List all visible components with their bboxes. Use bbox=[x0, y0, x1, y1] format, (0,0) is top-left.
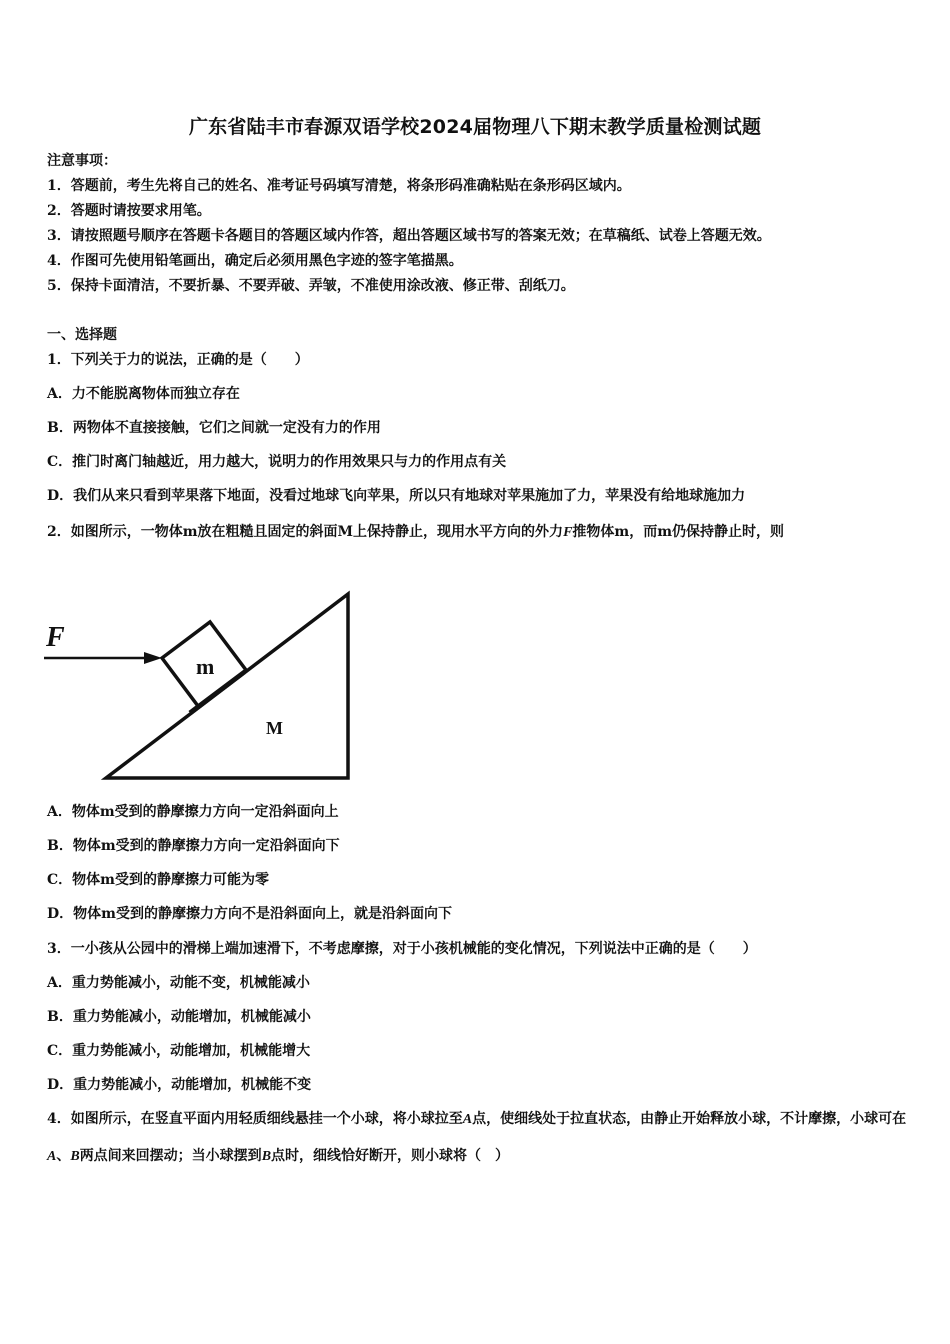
incline-figure bbox=[40, 588, 360, 788]
notice-item-3: 3．请按照题号顺序在答题卡各题目的答题区域内作答，超出答题区域书写的答案无效；在草稿纸、试卷上答题无效。 bbox=[47, 228, 771, 244]
force-label: F bbox=[46, 622, 65, 653]
notice-item-1: 1．答题前，考生先将自己的姓名、准考证号码填写清楚，将条形码准确粘贴在条形码区域内。 bbox=[47, 178, 631, 194]
q2-option-b: B．物体m受到的静摩擦力方向一定沿斜面向下 bbox=[47, 838, 340, 854]
q1-option-a: A．力不能脱离物体而独立存在 bbox=[47, 386, 240, 402]
force-variable: F bbox=[563, 525, 573, 540]
notice-item-5: 5．保持卡面清洁，不要折暴、不要弄破、弄皱，不准使用涂改液、修正带、刮纸刀。 bbox=[47, 278, 575, 294]
exam-title: 广东省陆丰市春源双语学校2024届物理八下期末教学质量检测试题 bbox=[188, 116, 762, 138]
q1-option-c: C．推门时离门轴越近，用力越大，说明力的作用效果只与力的作用点有关 bbox=[47, 454, 507, 470]
question-3-stem: 3．一小孩从公园中的滑梯上端加速滑下，不考虑摩擦，对于小孩机械能的变化情况，下列说法中正确的是（ ） bbox=[47, 941, 757, 957]
block-label: m bbox=[196, 654, 215, 679]
q3-option-b: B．重力势能减小，动能增加，机械能减小 bbox=[47, 1009, 311, 1025]
q1-option-d: D．我们从来只看到苹果落下地面，没看过地球飞向苹果，所以只有地球对苹果施加了力，苹果没有给地球施加力 bbox=[47, 488, 746, 504]
q1-option-b: B．两物体不直接接触，它们之间就一定没有力的作用 bbox=[47, 420, 381, 436]
q2-option-c: C．物体m受到的静摩擦力可能为零 bbox=[47, 872, 269, 888]
q3-option-a: A．重力势能减小，动能不变，机械能减小 bbox=[47, 975, 310, 991]
notice-heading: 注意事项： bbox=[47, 153, 117, 169]
incline-label: M bbox=[266, 718, 283, 738]
section-heading: 一、选择题 bbox=[47, 327, 117, 343]
q2-option-a: A．物体m受到的静摩擦力方向一定沿斜面向上 bbox=[47, 804, 339, 820]
q3-option-d: D．重力势能减小，动能增加，机械能不变 bbox=[47, 1077, 312, 1093]
notice-item-2: 2．答题时请按要求用笔。 bbox=[47, 203, 211, 219]
question-1-stem: 1．下列关于力的说法，正确的是（ ） bbox=[47, 352, 309, 368]
q3-option-c: C．重力势能减小，动能增加，机械能增大 bbox=[47, 1043, 311, 1059]
force-arrowhead bbox=[144, 652, 162, 664]
q2-option-d: D．物体m受到的静摩擦力方向不是沿斜面向上，就是沿斜面向下 bbox=[47, 906, 452, 922]
question-4-stem: 4．如图所示，在竖直平面内用轻质细线悬挂一个小球，将小球拉至A点，使细线处于拉直状态，由静止开始释放小球，不计摩擦，小球可在A、B两点间来回摆动；当小球摆到B点时，细线恰好断开，则小球将（ ） bbox=[47, 1111, 907, 1164]
question-2-stem: 2．如图所示，一物体m放在粗糙且固定的斜面M上保持静止，现用水平方向的外力F推物体m，而m仍保持静止时，则 bbox=[47, 524, 785, 540]
notice-item-4: 4．作图可先使用铅笔画出，确定后必须用黑色字迹的签字笔描黑。 bbox=[47, 253, 463, 269]
